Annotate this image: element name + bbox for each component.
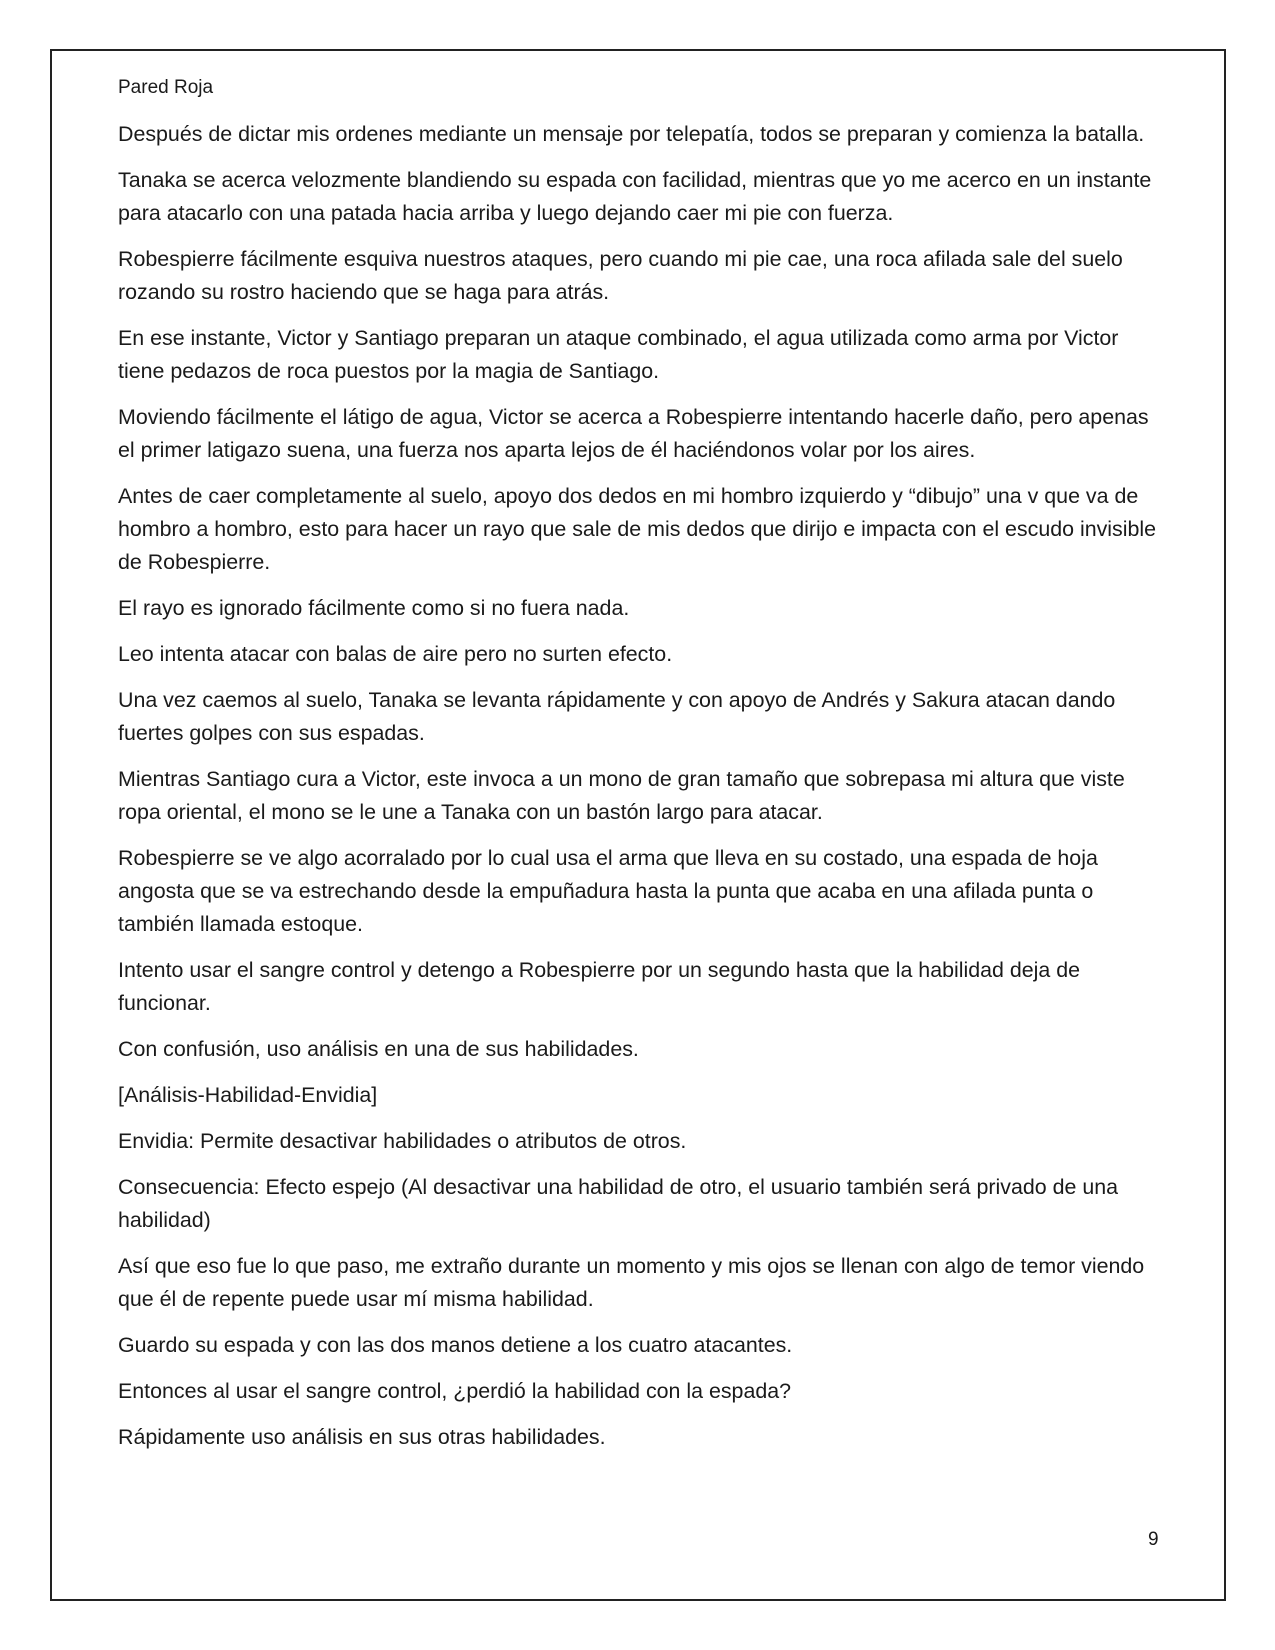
paragraph: Leo intenta atacar con balas de aire pero no surten efecto. <box>118 642 673 666</box>
paragraph: Con confusión, uso análisis en una de sus habilidades. <box>118 1037 639 1061</box>
running-header: Pared Roja <box>118 77 214 98</box>
paragraph: Robespierre fácilmente esquiva nuestros ataques, pero cuando mi pie cae, una roca afilada sale del suelo rozando su rostro haciendo que se haga para atrás. <box>118 247 1123 304</box>
paragraph: Tanaka se acerca velozmente blandiendo su espada con facilidad, mientras que yo me acerco en un instante para atacarlo con una patada hacia arriba y luego dejando caer mi pie con fuerza. <box>118 168 1152 225</box>
paragraph: Consecuencia: Efecto espejo (Al desactivar una habilidad de otro, el usuario también será privado de una habilidad) <box>118 1175 1119 1232</box>
paragraph: Así que eso fue lo que paso, me extraño durante un momento y mis ojos se llenan con algo de temor viendo que él de repente puede usar mí misma habilidad. <box>118 1254 1145 1311</box>
paragraph: [Análisis-Habilidad-Envidia] <box>118 1083 378 1107</box>
paragraph: Guardo su espada y con las dos manos detiene a los cuatro atacantes. <box>118 1333 793 1357</box>
paragraph: Intento usar el sangre control y detengo a Robespierre por un segundo hasta que la habilidad deja de funcionar. <box>118 958 1081 1015</box>
paragraph: El rayo es ignorado fácilmente como si no fuera nada. <box>118 596 630 620</box>
paragraph: Mientras Santiago cura a Victor, este invoca a un mono de gran tamaño que sobrepasa mi altura que viste ropa oriental, el mono se le une a Tanaka con un bastón largo para atacar. <box>118 767 1125 824</box>
paragraph: Después de dictar mis ordenes mediante un mensaje por telepatía, todos se preparan y comienza la batalla. <box>118 122 1145 146</box>
page-number: 9 <box>1148 1529 1159 1550</box>
body-text <box>118 118 1163 1467</box>
paragraph: Moviendo fácilmente el látigo de agua, Victor se acerca a Robespierre intentando hacerle daño, pero apenas el primer latigazo suena, una fuerza nos aparta lejos de él haciéndonos volar por los aires. <box>118 405 1149 462</box>
paragraph: Rápidamente uso análisis en sus otras habilidades. <box>118 1425 606 1449</box>
paragraph: Una vez caemos al suelo, Tanaka se levanta rápidamente y con apoyo de Andrés y Sakura atacan dando fuertes golpes con sus espadas. <box>118 688 1116 745</box>
paragraph: En ese instante, Victor y Santiago preparan un ataque combinado, el agua utilizada como arma por Victor tiene pedazos de roca puestos por la magia de Santiago. <box>118 326 1119 383</box>
paragraph: Entonces al usar el sangre control, ¿perdió la habilidad con la espada? <box>118 1379 792 1403</box>
paragraph: Envidia: Permite desactivar habilidades o atributos de otros. <box>118 1129 687 1153</box>
paragraph: Antes de caer completamente al suelo, apoyo dos dedos en mi hombro izquierdo y “dibujo” una v que va de hombro a hombro, esto para hacer un rayo que sale de mis dedos que dirijo e impacta con el escudo invisible de Robespierre. <box>118 484 1157 574</box>
paragraph: Robespierre se ve algo acorralado por lo cual usa el arma que lleva en su costado, una espada de hoja angosta que se va estrechando desde la empuñadura hasta la punta que acaba en una afilada punta o también llamada estoque. <box>118 846 1098 936</box>
